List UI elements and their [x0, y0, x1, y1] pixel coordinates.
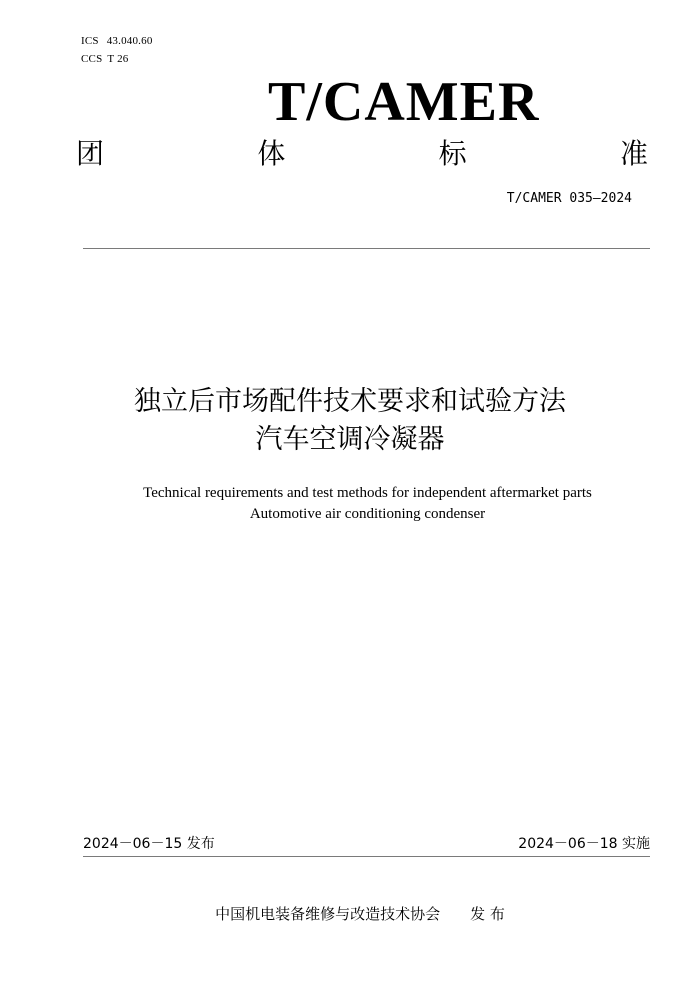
publisher-name: 中国机电装备维修与改造技术协会	[215, 905, 441, 923]
standard-type-char: 标	[438, 137, 467, 170]
standard-number: T/CAMER 035—2024	[506, 191, 632, 206]
header-divider	[83, 248, 650, 249]
footer-divider	[83, 856, 650, 857]
title-cn-line-2: 汽车空调冷凝器	[255, 424, 445, 455]
ccs-code-line	[81, 53, 128, 65]
standard-type-char: 团	[76, 137, 105, 170]
title-en-line-1: Technical requirements and test methods for independent aftermarket parts	[143, 485, 592, 501]
standard-type-heading	[76, 134, 648, 174]
issue-date: 2024－06－15 发布	[83, 836, 215, 852]
implementation-date: 2024－06－18 实施	[518, 836, 650, 852]
ics-code: 43.040.60	[106, 35, 153, 47]
ics-label: ICS	[81, 35, 99, 47]
standard-type-char: 准	[619, 137, 648, 170]
ccs-code: T 26	[107, 53, 129, 65]
ics-code-line	[81, 35, 153, 47]
ccs-label: CCS	[81, 53, 103, 65]
publish-action: 发 布	[470, 905, 505, 923]
publisher-line	[0, 903, 700, 925]
standard-type-char: 体	[257, 137, 286, 170]
brand-logo-text: T/CAMER	[268, 71, 540, 133]
title-en-line-2: Automotive air conditioning condenser	[249, 506, 486, 522]
title-cn-line-1: 独立后市场配件技术要求和试验方法	[134, 386, 566, 417]
